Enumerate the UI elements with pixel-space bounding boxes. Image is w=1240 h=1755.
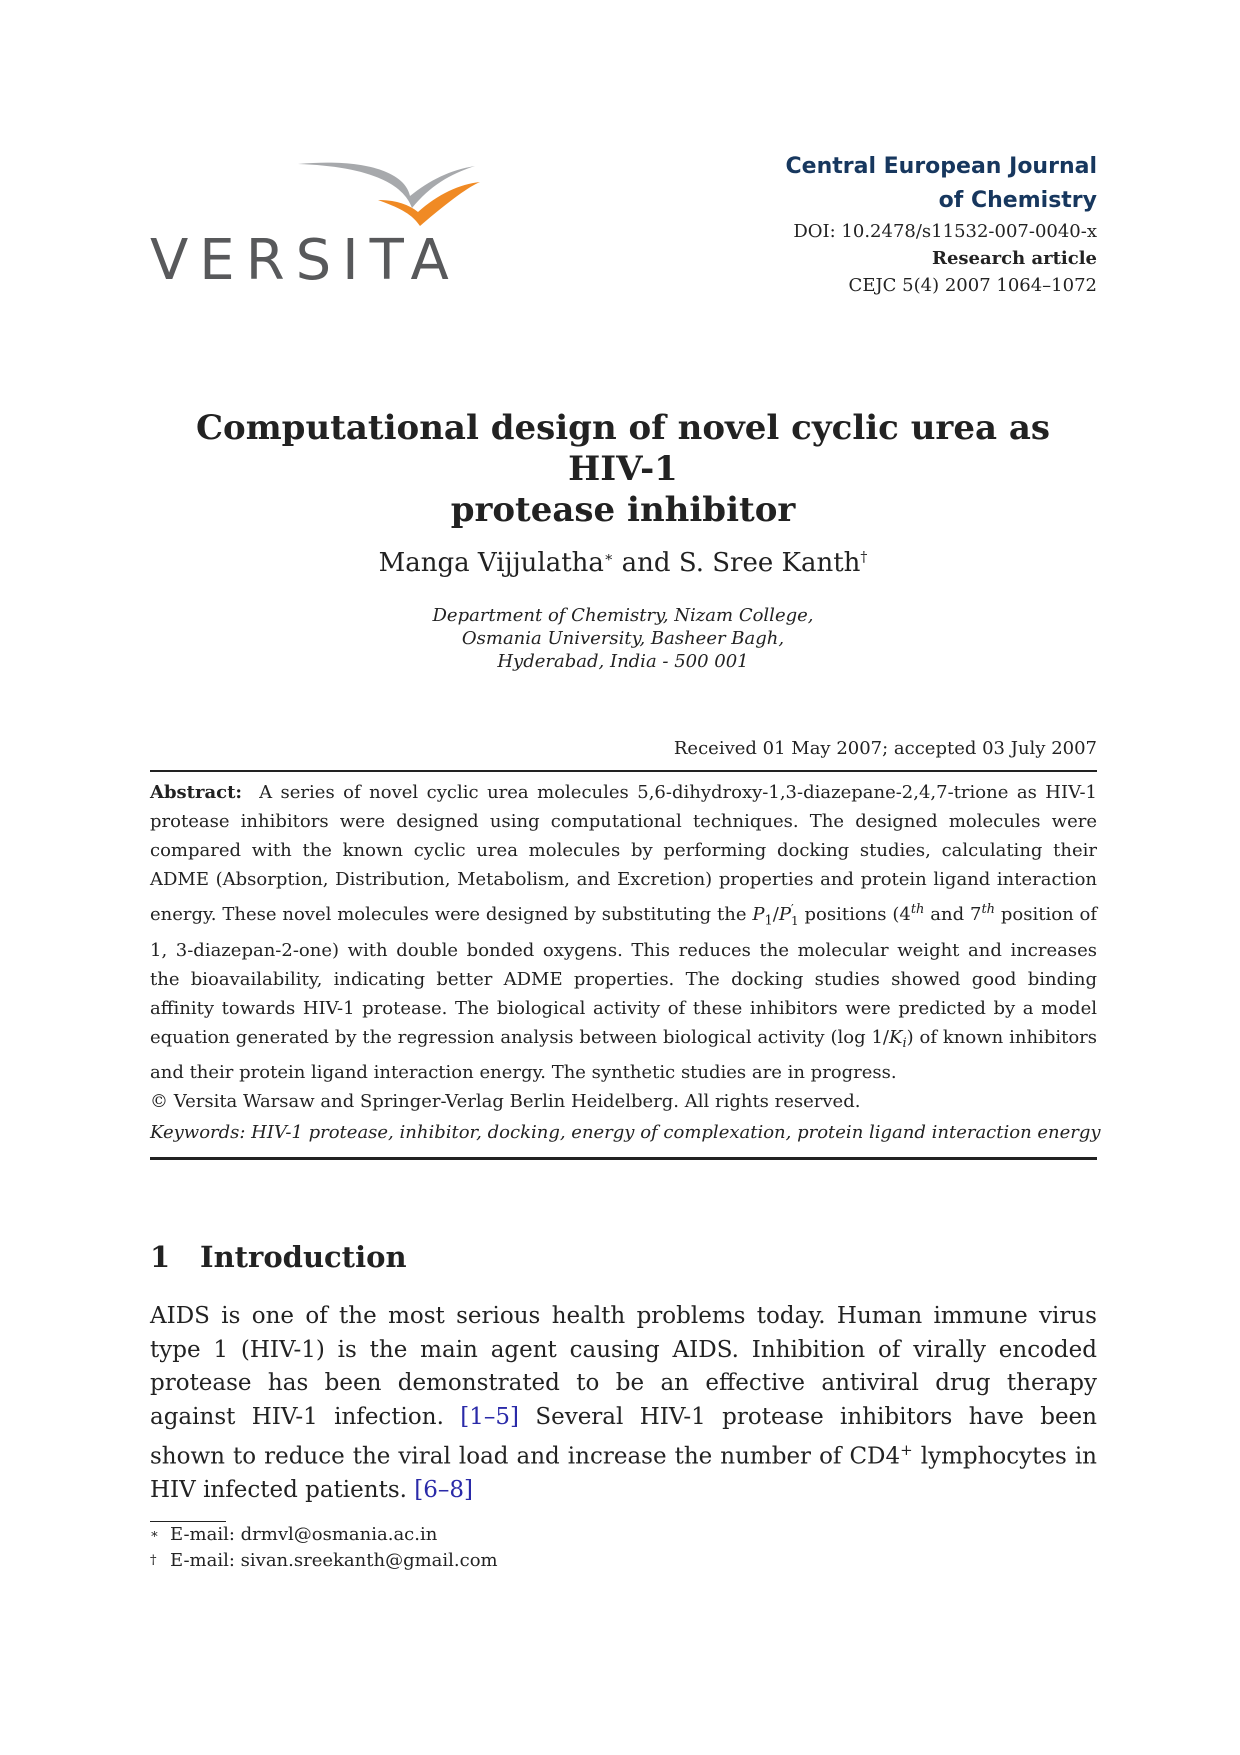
affiliation-line1: Department of Chemistry, Nizam College, (432, 605, 814, 626)
citation-link-2[interactable]: [6–8] (414, 1477, 473, 1504)
section-title: Introduction (200, 1240, 407, 1274)
abstract-label: Abstract: (150, 782, 243, 803)
intro-paragraph: AIDS is one of the most serious health problems today. Human immune virus type 1 (HIV-1) is the main agent causing AIDS. Inhibition of virally encoded protease has been demonstrated to be an effective antiviral drug therapy against HIV-1 infection. [1–5] Several HIV-1 protease inhibitors have been shown to reduce the viral load and increase the number of CD4+ lymphocytes in HIV infected patients. [6–8] (150, 1303, 1097, 1504)
journal-citation: CEJC 5(4) 2007 1064–1072 (848, 275, 1097, 296)
author-1-mark: ∗ (603, 549, 614, 566)
keywords: Keywords: HIV-1 protease, inhibitor, docking, energy of complexation, protein ligand interaction energy (150, 1122, 1101, 1143)
received-date: Received 01 May 2007; accepted 03 July 2007 (673, 738, 1097, 759)
title-line1: Computational design of novel cyclic urea as HIV-1 (195, 408, 1051, 489)
swoosh-icon (150, 150, 490, 230)
affiliation-line3: Hyderabad, India - 500 001 (497, 651, 749, 672)
title-line2: protease inhibitor (450, 490, 796, 530)
abstract-top-rule (150, 770, 1097, 772)
authors (150, 548, 1096, 578)
doi: DOI: 10.2478/s11532-007-0040-x (793, 221, 1097, 242)
abstract-text: Abstract: A series of novel cyclic urea molecules 5,6-dihydroxy-1,3-diazepane-2,4,7-trione as HIV-1 protease inhibitors were designed using computational techniques. The designed molecules were compared with the known cyclic urea molecules by performing docking studies, calculating their ADME (Absorption, Distribution, Metabolism, and Excretion) properties and protein ligand interaction energy. These novel molecules were designed by substituting the $P_1/P$ ′ 1 positions (4th and 7th position of 1, 3-diazepan-2-one) with double bonded oxygens. This reduces the molecular weight and increases the bioavailability, indicating better ADME properties. The docking studies showed good binding affinity towards HIV-1 protease. The biological activity of these inhibitors were predicted by a model equation generated by the regression analysis between biological activity (log $1/K_i$) of known inhibitors and their protein ligand interaction energy. The synthetic studies are in progress. (150, 782, 1098, 1084)
logo-wordmark: VERSITA (150, 228, 460, 293)
copyright: © Versita Warsaw and Springer-Verlag Berlin Heidelberg. All rights reserved. (150, 1091, 861, 1113)
abstract (150, 778, 1097, 1116)
citation-link-1[interactable]: [1–5] (460, 1403, 519, 1430)
author-2: S. Sree Kanth (678, 548, 861, 578)
journal-name-line1: Central European Journal (785, 154, 1097, 179)
abstract-bottom-rule (150, 1157, 1097, 1160)
journal-header (786, 150, 1098, 299)
affiliation (150, 604, 1096, 673)
author-1: Manga Vijjulatha (378, 548, 604, 578)
footnotes (150, 1522, 498, 1574)
author-2-mark: † (860, 549, 868, 566)
footnote-2: † E-mail: sivan.sreekanth@gmail.com (150, 1550, 498, 1571)
author-conj: and (613, 548, 679, 578)
section-number: 1 (150, 1240, 171, 1274)
versita-logo (150, 150, 490, 293)
section-heading (150, 1240, 407, 1274)
paper-title (150, 408, 1096, 531)
journal-name-line2: of Chemistry (938, 188, 1097, 213)
article-type: Research article (931, 248, 1097, 269)
affiliation-line2: Osmania University, Basheer Bagh, (461, 628, 785, 649)
footnote-1: ∗ E-mail: drmvl@osmania.ac.in (150, 1524, 438, 1545)
